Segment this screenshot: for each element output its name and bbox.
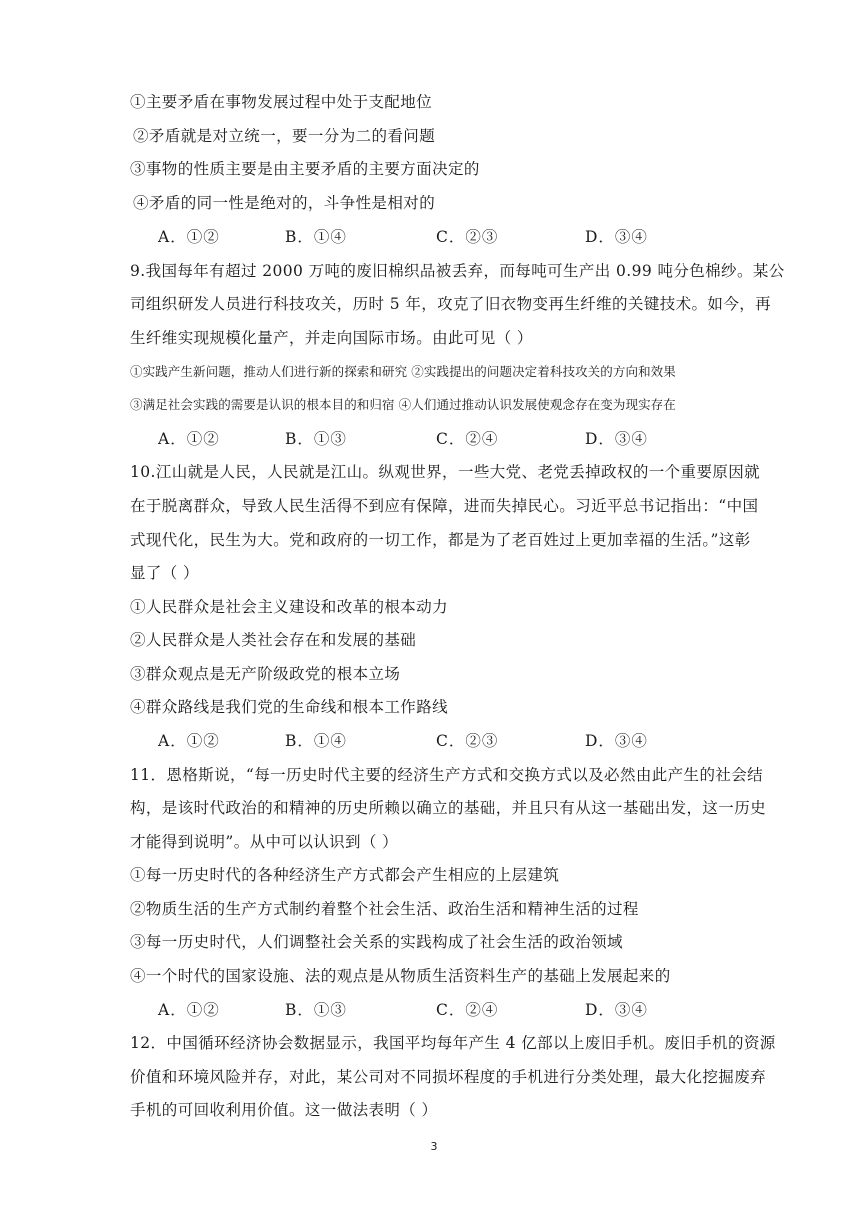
q8-option-a: A．①② <box>158 228 220 246</box>
q12-stem-line-2: 价值和环境风险并存，对此，某公司对不同损坏程度的手机进行分类处理，最大化挖掘废弃 <box>130 1068 767 1086</box>
q10-statement-4: ④群众路线是我们党的生命线和根本工作路线 <box>130 698 449 716</box>
q11-option-a: A．①② <box>158 1001 220 1019</box>
q10-stem-line-3: 式现代化，民生为大。党和政府的一切工作，都是为了老百姓过上更加幸福的生活。”这彰 <box>130 531 751 549</box>
q9-stem-line-2: 司组织研发人员进行科技攻关，历时 5 年，攻克了旧衣物变再生纤维的关键技术。如今，再 <box>130 295 772 313</box>
q8-option-b: B．①④ <box>285 228 347 246</box>
page-number: 3 <box>430 1140 438 1153</box>
q9-options <box>158 429 758 449</box>
q11-stem-line-1: 11．恩格斯说，“每一历史时代主要的经济生产方式和交换方式以及必然由此产生的社会结 <box>130 766 764 784</box>
q10-stem-line-2: 在于脱离群众，导致人民生活得不到应有保障，进而失掉民心。习近平总书记指出：“中国 <box>130 497 759 515</box>
q12-stem-line-3: 手机的可回收利用价值。这一做法表明（ ） <box>130 1101 438 1119</box>
q11-option-b: B．①③ <box>285 1001 347 1019</box>
q10-options <box>158 731 758 751</box>
q8-statement-1: ①主要矛盾在事物发展过程中处于支配地位 <box>130 93 433 111</box>
q11-stem-line-3: 才能得到说明”。从中可以认识到（ ） <box>130 833 399 851</box>
q10-option-d: D．③④ <box>585 732 648 750</box>
q8-statement-3: ③事物的性质主要是由主要矛盾的主要方面决定的 <box>130 160 480 178</box>
q10-statement-2: ②人民群众是人类社会存在和发展的基础 <box>130 631 417 649</box>
q11-options <box>158 1000 758 1020</box>
q10-stem-line-4: 显了（ ） <box>130 564 199 582</box>
q11-option-c: C．②④ <box>436 1001 499 1019</box>
q11-statement-1: ①每一历史时代的各种经济生产方式都会产生相应的上层建筑 <box>130 866 560 884</box>
q11-statement-2: ②物质生活的生产方式制约着整个社会生活、政治生活和精神生活的过程 <box>130 900 639 918</box>
q8-option-c: C．②③ <box>436 228 499 246</box>
q9-statements-line-1: ①实践产生新问题，推动人们进行新的探索和研究 ②实践提出的问题决定着科技攻关的方向和效果 <box>130 364 676 379</box>
q9-stem-line-1: 9.我国每年有超过 2000 万吨的废旧棉织品被丢弃，而每吨可生产出 0.99 吨分色棉纱。某公 <box>130 262 785 280</box>
q11-statement-3: ③每一历史时代，人们调整社会关系的实践构成了社会生活的政治领域 <box>130 933 623 951</box>
q11-option-d: D．③④ <box>585 1001 648 1019</box>
q8-statement-2: ②矛盾就是对立统一，要一分为二的看问题 <box>133 127 436 145</box>
q8-option-d: D．③④ <box>585 228 648 246</box>
q10-statement-3: ③群众观点是无产阶级政党的根本立场 <box>130 665 401 683</box>
q10-statement-1: ①人民群众是社会主义建设和改革的根本动力 <box>130 598 449 616</box>
q12-stem-line-1: 12．中国循环经济协会数据显示，我国平均每年产生 4 亿部以上废旧手机。废旧手机的资源 <box>130 1034 776 1052</box>
q10-option-c: C．②③ <box>436 732 499 750</box>
q8-statement-4: ④矛盾的同一性是绝对的，斗争性是相对的 <box>133 194 436 212</box>
q10-option-b: B．①④ <box>285 732 347 750</box>
q11-stem-line-2: 构，是该时代政治的和精神的历史所赖以确立的基础，并且只有从这一基础出发，这一历史 <box>130 799 767 817</box>
q10-option-a: A．①② <box>158 732 220 750</box>
q8-options <box>158 227 758 247</box>
q9-option-a: A．①② <box>158 430 220 448</box>
q9-statements-line-2: ③满足社会实践的需要是认识的根本目的和归宿 ④人们通过推动认识发展使观念存在变为现实存在 <box>130 397 676 412</box>
q9-stem-line-3: 生纤维实现规模化量产，并走向国际市场。由此可见（ ） <box>130 329 533 347</box>
q9-option-c: C．②④ <box>436 430 499 448</box>
q9-option-d: D．③④ <box>585 430 648 448</box>
q11-statement-4: ④一个时代的国家设施、法的观点是从物质生活资料生产的基础上发展起来的 <box>130 967 671 985</box>
q10-stem-line-1: 10.江山就是人民，人民就是江山。纵观世界，一些大党、老党丢掉政权的一个重要原因就 <box>130 463 761 481</box>
q9-option-b: B．①③ <box>285 430 347 448</box>
